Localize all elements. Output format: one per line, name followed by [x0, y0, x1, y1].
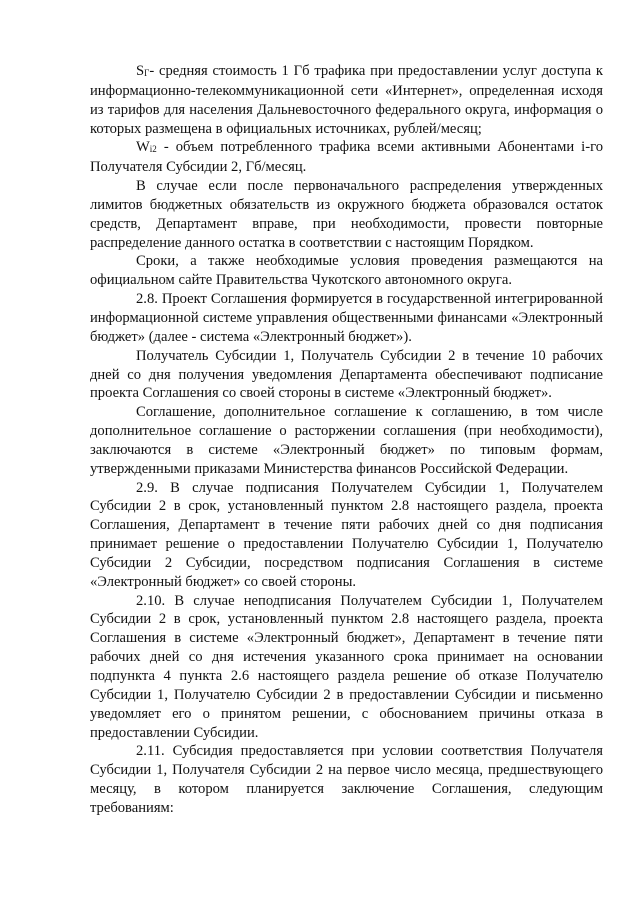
paragraph-text: - средняя стоимость 1 Гб трафика при предоставлении услуг доступа к информационно-телекоммуникационной сети «Интернет», определенная исходя из тарифов для населения Дальневосточного федерального округа, информация о которых размещена в официальных источниках, рублей/месяц;	[90, 63, 603, 137]
paragraph-wi2-definition	[90, 138, 603, 177]
paragraph-2-10: 2.10. В случае неподписания Получателем Субсидии 1, Получателем Субсидии 2 в срок, установленный пунктом 2.8 настоящего раздела, проекта Соглашения в системе «Электронный бюджет», Департамент в течение пяти рабочих дней со дня истечения указанного срока принимает на основании подпункта 4 пункта 2.6 настоящего раздела решение об отказе Получателю Субсидии 1, Получателю Субсидии 2 в предоставлении Субсидии и письменно уведомляет его о принятом решении, с обоснованием причины отказа в предоставлении Субсидии.	[90, 592, 603, 741]
document-page	[90, 62, 603, 818]
paragraph-text: - объем потребленного трафика всеми активными Абонентами i-го Получателя Субсидии 2, Гб/месяц.	[90, 139, 603, 176]
symbol-s-subscript: Г	[144, 68, 150, 78]
paragraph: Получатель Субсидии 1, Получатель Субсидии 2 в течение 10 рабочих дней со дня получения уведомления Департамента обеспечивают подписание проекта Соглашения со своей стороны в системе «Электронный бюджет».	[90, 347, 603, 402]
symbol-w: W	[136, 139, 150, 156]
paragraph: В случае если после первоначального распределения утвержденных лимитов бюджетных обязательств из окружного бюджета образовался остаток средств, Департамент вправе, при необходимости, провести повторные распределение данного остатка в соответствии с настоящим Порядком.	[90, 178, 603, 251]
paragraph: Соглашение, дополнительное соглашение к соглашению, в том числе дополнительное соглашение о расторжении соглашения (при необходимости), заключаются в системе «Электронный бюджет» по типовым формам, утвержденными приказами Министерства финансов Российской Федерации.	[90, 404, 603, 477]
paragraph-2-11: 2.11. Субсидия предоставляется при условии соответствия Получателя Субсидии 1, Получателя Субсидии 2 на первое число месяца, предшествующего месяцу, в котором планируется заключение Соглашения, следующим требованиям:	[90, 743, 603, 816]
symbol-s: S	[136, 63, 145, 79]
paragraph-2-9: 2.9. В случае подписания Получателем Субсидии 1, Получателем Субсидии 2 в срок, установленный пунктом 2.8 настоящего раздела, проекта Соглашения, Департамент в течение пяти рабочих дней со дня подписания принимает решение о предоставлении Получателю Субсидии 1, Получателю Субсидии 2 Субсидии, посредством подписания Соглашения в системе «Электронный бюджет» со своей стороны.	[90, 479, 603, 590]
paragraph-2-8: 2.8. Проект Соглашения формируется в государственной интегрированной информационной системе управления общественными финансами «Электронный бюджет» (далее - система «Электронный бюджет»).	[90, 291, 603, 345]
symbol-w-subscript: i2	[149, 144, 157, 155]
paragraph: Сроки, а также необходимые условия проведения размещаются на официальном сайте Правительства Чукотского автономного округа.	[90, 253, 603, 289]
paragraph-sg-definition	[90, 62, 603, 138]
